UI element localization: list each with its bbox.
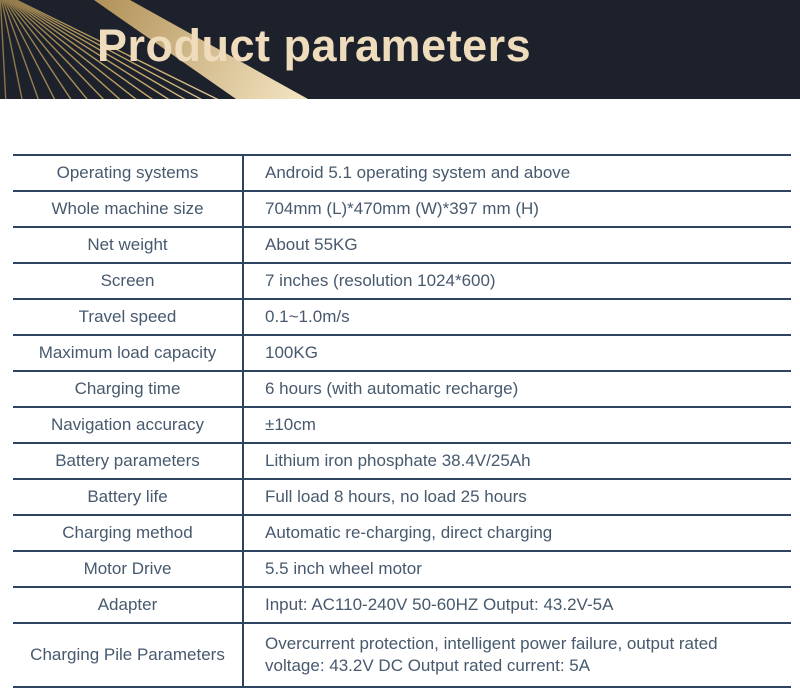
param-label-cell: Navigation accuracy [13, 407, 243, 443]
param-value-cell: 0.1~1.0m/s [243, 299, 791, 335]
table-row [13, 371, 791, 407]
param-value-cell: 100KG [243, 335, 791, 371]
table-row [13, 227, 791, 263]
param-label-cell: Net weight [13, 227, 243, 263]
param-value-cell: 704mm (L)*470mm (W)*397 mm (H) [243, 191, 791, 227]
param-label-cell: Battery life [13, 479, 243, 515]
param-label-cell: Charging Pile Parameters [13, 623, 243, 687]
param-value-cell: Lithium iron phosphate 38.4V/25Ah [243, 443, 791, 479]
product-parameters-table [13, 154, 791, 688]
param-value-cell: ±10cm [243, 407, 791, 443]
param-label-cell: Whole machine size [13, 191, 243, 227]
param-value-cell: Overcurrent protection, intelligent power failure, output rated voltage: 43.2V DC Output rated current: 5A [243, 623, 791, 687]
param-label-cell: Operating systems [13, 155, 243, 191]
param-label-cell: Motor Drive [13, 551, 243, 587]
param-value-cell: 7 inches (resolution 1024*600) [243, 263, 791, 299]
table-row [13, 191, 791, 227]
param-value-cell: Android 5.1 operating system and above [243, 155, 791, 191]
param-value-cell: 5.5 inch wheel motor [243, 551, 791, 587]
param-value-cell: About 55KG [243, 227, 791, 263]
header-banner [0, 0, 800, 99]
table-row [13, 335, 791, 371]
param-label-cell: Adapter [13, 587, 243, 623]
table-row [13, 155, 791, 191]
page-title: Product parameters [97, 20, 532, 71]
param-value-cell: Automatic re-charging, direct charging [243, 515, 791, 551]
param-value-cell: 6 hours (with automatic recharge) [243, 371, 791, 407]
table-row [13, 299, 791, 335]
param-label-cell: Battery parameters [13, 443, 243, 479]
table-row [13, 623, 791, 687]
param-label-cell: Charging method [13, 515, 243, 551]
table-row [13, 515, 791, 551]
table-row [13, 407, 791, 443]
param-value-cell: Input: AC110-240V 50-60HZ Output: 43.2V-5A [243, 587, 791, 623]
table-row [13, 479, 791, 515]
table-row [13, 443, 791, 479]
param-label-cell: Charging time [13, 371, 243, 407]
table-row [13, 587, 791, 623]
param-label-cell: Maximum load capacity [13, 335, 243, 371]
table-row [13, 551, 791, 587]
param-label-cell: Travel speed [13, 299, 243, 335]
param-label-cell: Screen [13, 263, 243, 299]
table-row [13, 263, 791, 299]
param-value-cell: Full load 8 hours, no load 25 hours [243, 479, 791, 515]
